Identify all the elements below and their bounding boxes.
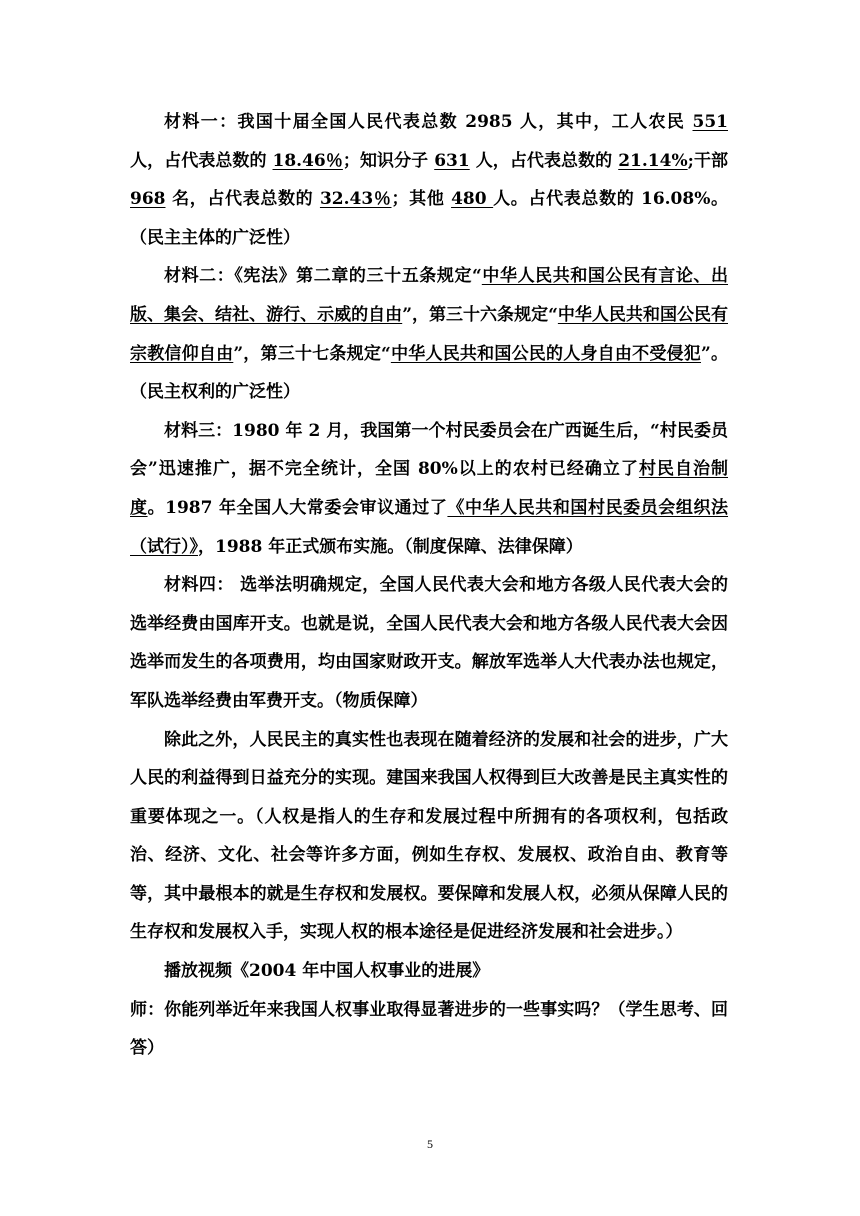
- paragraph: [130, 721, 728, 953]
- text-segment: ，1988 年正式颁布实施。（制度保障、法律保障）: [198, 536, 583, 557]
- underlined-text: 《中华人民共和国村民委员会组织法（试行）》: [130, 497, 729, 557]
- underlined-text: 21.14%: [618, 150, 688, 171]
- text-segment: 材料三：1980 年 2 月，我国第一个村民委员会在广西诞生后，“村民委员会”迅速推广，据不完全统计，全国 80%以上的农村已经确立了: [130, 420, 728, 480]
- document-body: [130, 103, 728, 1068]
- text-segment: 材料二：《宪法》第二章的三十五条规定“: [164, 266, 482, 287]
- underlined-text: 中华人民共和国公民有言论、出版、集会、结社、游行、示威的自由: [130, 266, 729, 325]
- text-segment: 名，占代表总数的: [165, 189, 320, 210]
- text-segment: 材料一：我国十届全国人民代表总数 2985 人，其中，工人农民: [164, 112, 693, 132]
- text-segment: ;干部: [687, 150, 729, 171]
- underlined-text: 480: [451, 189, 494, 210]
- text-segment: 播放视频《2004 年中国人权事业的进展》: [164, 961, 490, 982]
- text-segment: 。1987 年全国人大常委会审议通过了: [147, 497, 448, 518]
- underlined-text: 村民自治制度: [130, 459, 728, 518]
- paragraph: [130, 952, 728, 991]
- paragraph: [130, 257, 728, 411]
- text-segment: 师：你能列举近年来我国人权事业取得显著进步的一些事实吗？（学生思考、回答）: [130, 999, 728, 1059]
- text-segment: 材料四： 选举法明确规定，全国人民代表大会和地方各级人民代表大会的选举经费由国库开支。也就是说，全国人民代表大会和地方各级人民代表大会因选举而发生的各项费用，均由国家财政开支。解放军选举人大代表办法也规定，军队选举经费由军费开支。（物质保障）: [130, 575, 728, 711]
- page-number: 5: [427, 1137, 433, 1151]
- underlined-text: 631: [434, 150, 470, 171]
- underlined-text: 中华人民共和国公民的人身自由不受侵犯: [390, 343, 701, 364]
- text-segment: ；其他: [391, 189, 452, 210]
- underlined-text: 551: [692, 112, 728, 132]
- text-segment: 人。占代表总数的 16.08%。（民主主体的广泛性）: [130, 189, 729, 248]
- text-segment: ”。（民主权利的广泛性）: [130, 343, 728, 403]
- text-segment: 人，占代表总数的: [469, 150, 619, 171]
- paragraph: [130, 412, 728, 566]
- text-segment: ；知识分子: [342, 150, 435, 171]
- paragraph: [130, 566, 728, 720]
- text-segment: 人，占代表总数的: [130, 150, 273, 171]
- paragraph: [130, 991, 728, 1068]
- text-segment: ”，第三十七条规定“: [233, 343, 391, 364]
- underlined-text: 968: [130, 189, 166, 210]
- underlined-text: 中华人民共和国公民有宗教信仰自由: [130, 304, 728, 364]
- paragraph: [130, 103, 728, 257]
- text-segment: ”，第三十六条规定“: [402, 304, 558, 325]
- underlined-text: 18.46％: [272, 150, 343, 171]
- underlined-text: 32.43％: [319, 189, 392, 210]
- text-segment: 除此之外，人民民主的真实性也表现在随着经济的发展和社会的进步，广大人民的利益得到日益充分的实现。建国来我国人权得到巨大改善是民主真实性的重要体现之一。（人权是指人的生存和发展过程中所拥有的各项权利，包括政治、经济、文化、社会等许多方面，例如生存权、发展权、政治自由、教育等等，其中最根本的就是生存权和发展权。要保障和发展人权，必须从保障人民的生存权和发展权入手，实现人权的根本途径是促进经济发展和社会进步。）: [130, 729, 728, 943]
